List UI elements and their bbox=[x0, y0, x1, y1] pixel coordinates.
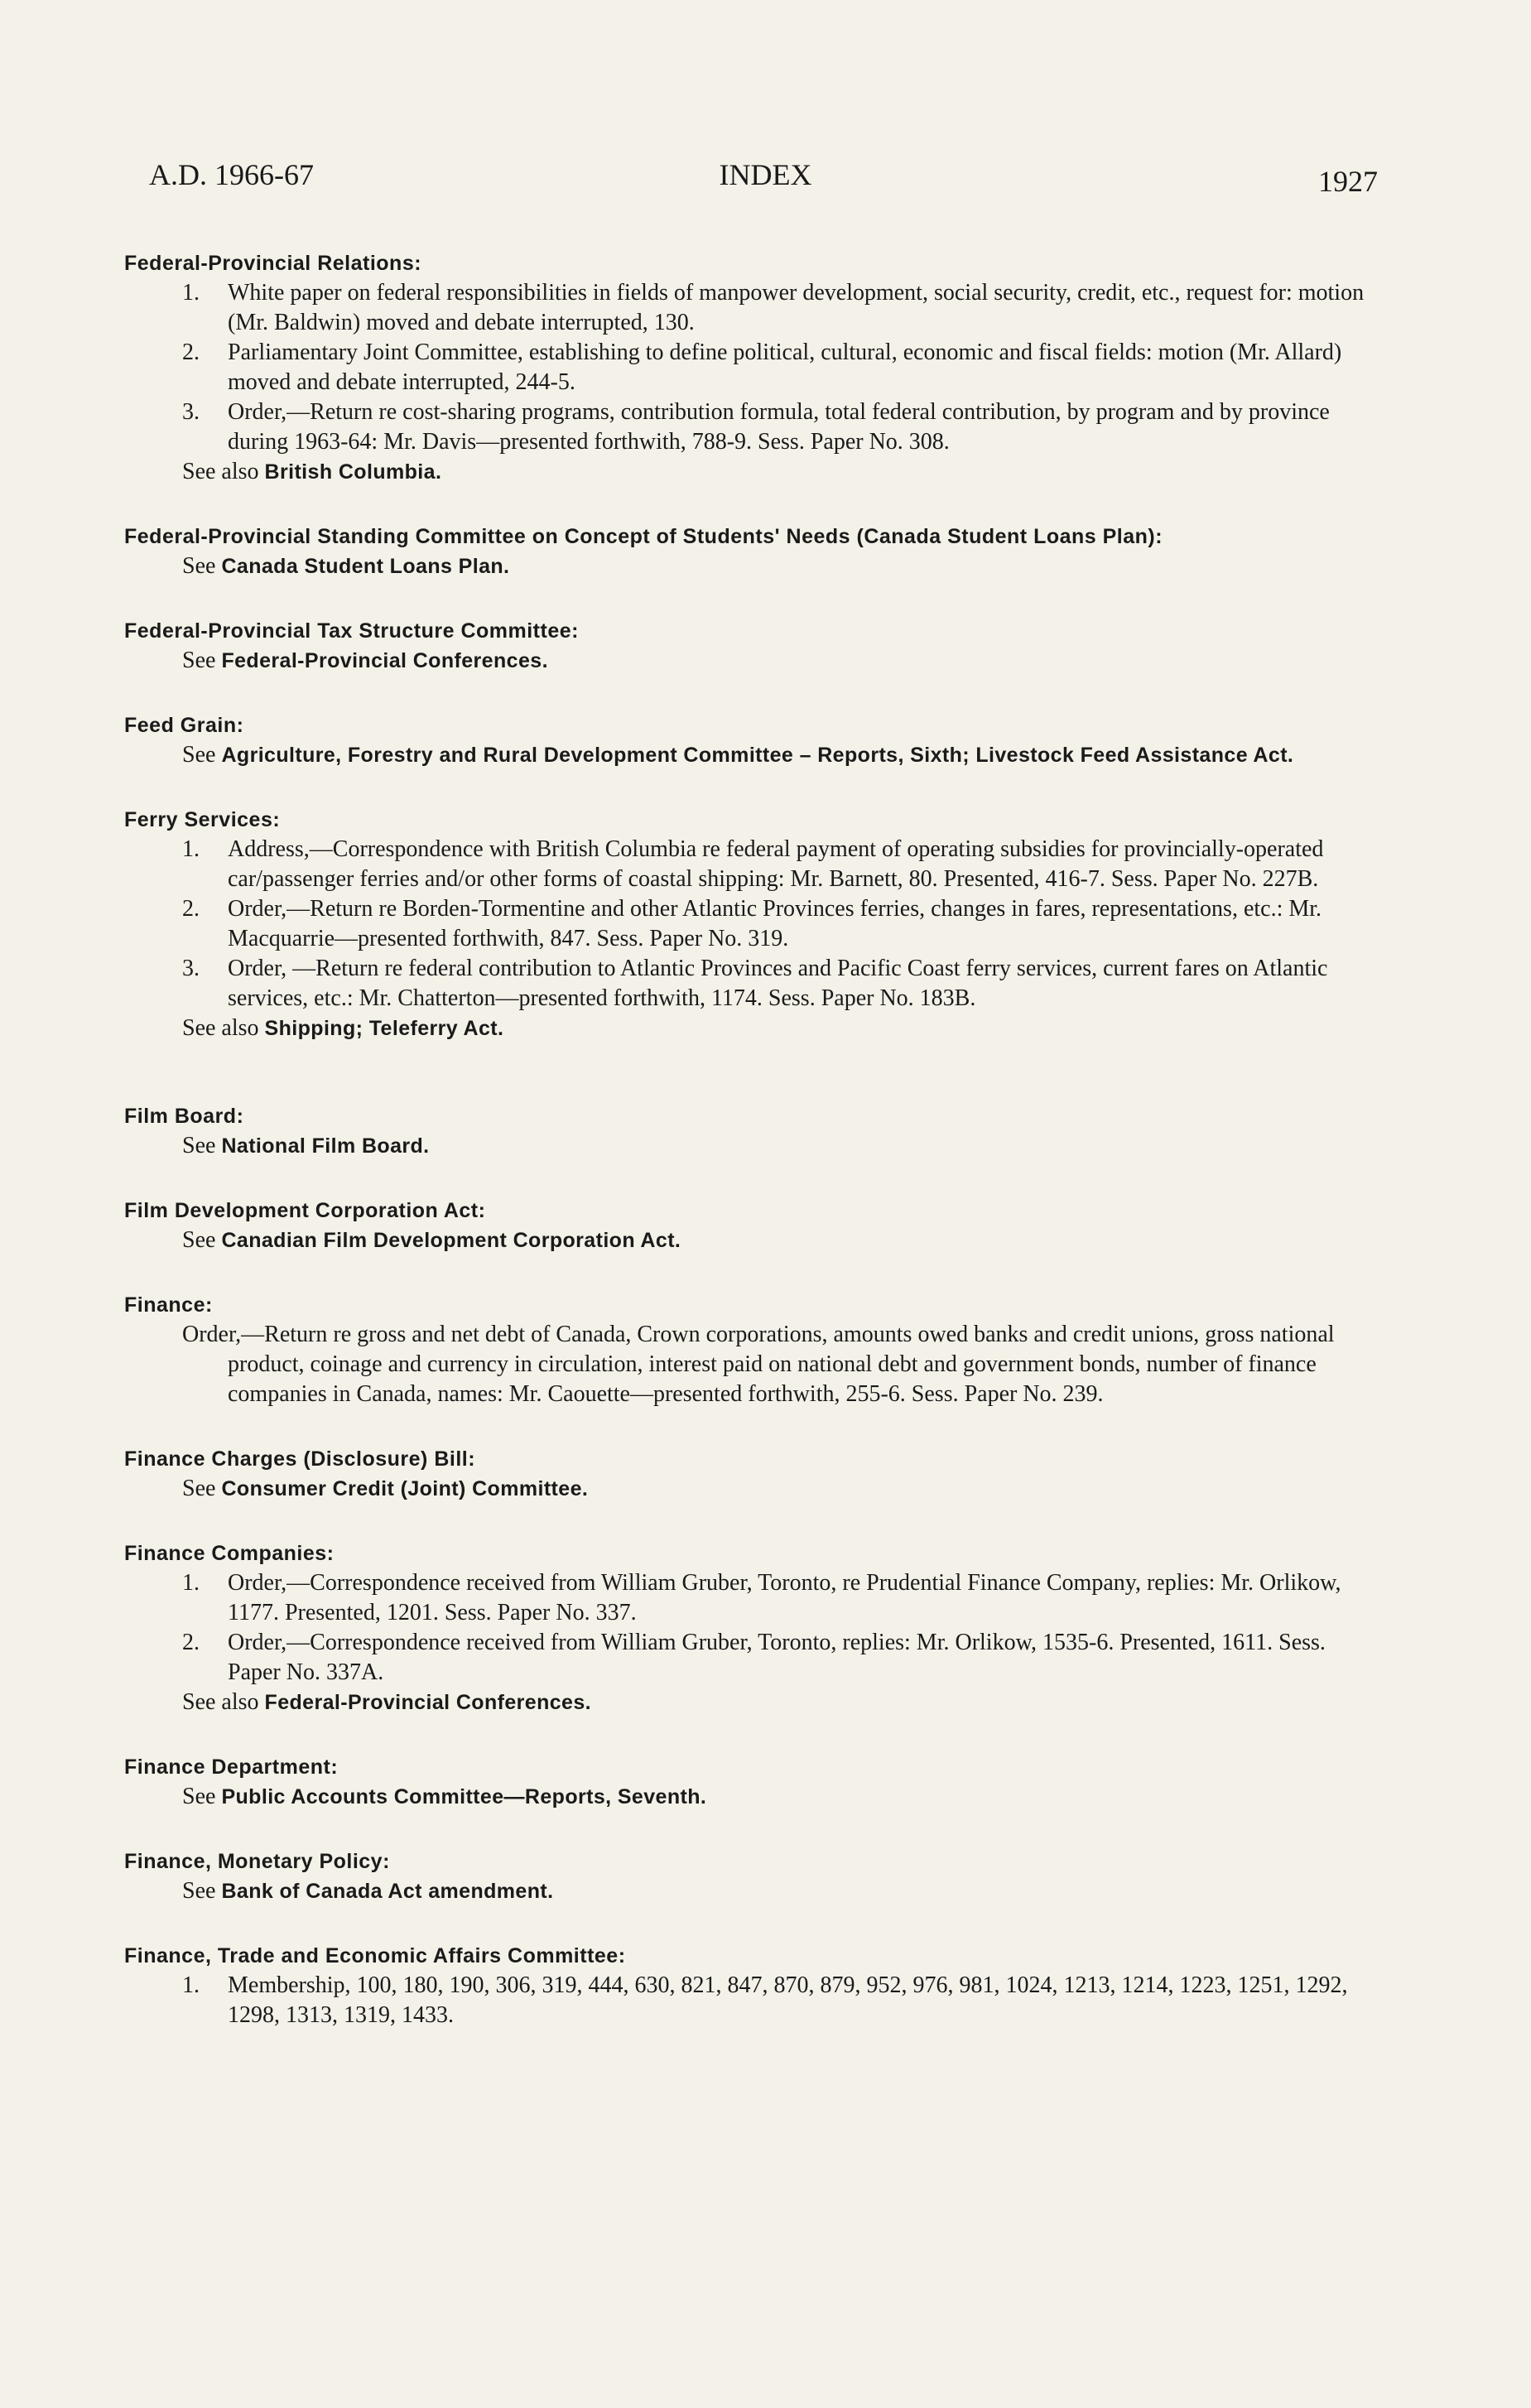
see-keyword: See bbox=[182, 1227, 216, 1253]
cross-reference bbox=[124, 1688, 1366, 1717]
entry-paragraph: Order,—Return re gross and net debt of Canada, Crown corporations, amounts owed banks and credit unions, gross national product, coinage and currency in circulation, interest paid on national debt and government bonds, number of finance companies in Canada, names: Mr. Caouette—presented forthwith, 255-6. Sess. Paper No. 239. bbox=[182, 1322, 1335, 1407]
item-text: Order, —Return re federal contribution to Atlantic Provinces and Pacific Coast ferry services, current fares on Atlantic services, etc.: Mr. Chatterton—presented forthwith, 1174. Sess. Paper No. 183B. bbox=[228, 956, 1328, 1011]
entry-heading: Federal-Provincial Tax Structure Committee: bbox=[124, 619, 579, 643]
cross-reference bbox=[124, 1782, 1366, 1812]
item-number: 3. bbox=[182, 956, 200, 981]
see-reference: Canadian Film Development Corporation Act. bbox=[221, 1229, 681, 1252]
cross-reference bbox=[124, 740, 1366, 770]
entry-heading: Finance, Trade and Economic Affairs Committee: bbox=[124, 1944, 626, 1967]
item-number: 1. bbox=[182, 1570, 200, 1596]
index-entry bbox=[124, 522, 1366, 581]
index-entry bbox=[124, 1196, 1366, 1255]
index-entry bbox=[124, 1101, 1366, 1161]
item-number: 2. bbox=[182, 896, 200, 922]
entry-item bbox=[124, 397, 1366, 457]
page-number: 1927 bbox=[1318, 165, 1378, 198]
item-text: Order,—Correspondence received from William Gruber, Toronto, re Prudential Finance Company, replies: Mr. Orlikow, 1177. Presented, 1201. Sess. Paper No. 337. bbox=[228, 1570, 1341, 1625]
cross-reference bbox=[124, 1226, 1366, 1255]
item-text: Parliamentary Joint Committee, establishing to define political, cultural, economic and fiscal fields: motion (Mr. Allard) moved and debate interrupted, 244-5. bbox=[228, 340, 1342, 395]
index-entry bbox=[124, 1847, 1366, 1906]
cross-reference bbox=[124, 1014, 1366, 1043]
entry-heading: Ferry Services: bbox=[124, 808, 281, 831]
entry-item bbox=[124, 835, 1366, 894]
entry-heading: Finance, Monetary Policy: bbox=[124, 1850, 390, 1873]
see-reference: Public Accounts Committee—Reports, Seventh. bbox=[221, 1785, 707, 1808]
cross-reference bbox=[124, 457, 1366, 487]
item-number: 2. bbox=[182, 1630, 200, 1655]
cross-reference bbox=[124, 646, 1366, 676]
see-keyword: See bbox=[182, 1133, 216, 1158]
cross-reference bbox=[124, 1474, 1366, 1504]
entry-heading: Federal-Provincial Standing Committee on Concept of Students' Needs (Canada Student Loans Plan): bbox=[124, 525, 1163, 548]
entry-item bbox=[124, 954, 1366, 1014]
index-entry bbox=[124, 1444, 1366, 1504]
entry-heading: Film Board: bbox=[124, 1105, 244, 1128]
see-reference: Federal-Provincial Conferences. bbox=[221, 649, 548, 672]
item-number: 1. bbox=[182, 836, 200, 862]
index-entry bbox=[124, 1290, 1366, 1409]
entry-item bbox=[124, 1568, 1366, 1628]
header-title: INDEX bbox=[719, 158, 812, 191]
entry-item bbox=[124, 338, 1366, 397]
item-text: Membership, 100, 180, 190, 306, 319, 444, 630, 821, 847, 870, 879, 952, 976, 981, 1024, 1213, 1214, 1223, 1251, 1292, 1298, 1313, 1319, 1433. bbox=[228, 1972, 1348, 2028]
item-text: Order,—Correspondence received from William Gruber, Toronto, replies: Mr. Orlikow, 1535-6. Presented, 1611. Sess. Paper No. 337A. bbox=[228, 1630, 1326, 1685]
index-entry bbox=[124, 1752, 1366, 1812]
item-text: White paper on federal responsibilities in fields of manpower development, social security, credit, etc., request for: motion (Mr. Baldwin) moved and debate interrupted, 130. bbox=[228, 280, 1365, 335]
entry-heading: Federal-Provincial Relations: bbox=[124, 252, 422, 275]
see-reference: Shipping; Teleferry Act. bbox=[264, 1017, 504, 1040]
entry-heading: Finance Department: bbox=[124, 1755, 339, 1779]
item-number: 3. bbox=[182, 399, 200, 425]
page-header bbox=[0, 157, 1531, 199]
see-keyword: See bbox=[182, 1878, 216, 1904]
entry-item bbox=[124, 894, 1366, 954]
item-number: 1. bbox=[182, 1972, 200, 1998]
see-keyword: See bbox=[182, 742, 216, 768]
index-entry bbox=[124, 616, 1366, 676]
entry-heading: Feed Grain: bbox=[124, 714, 244, 737]
entry-heading: Finance: bbox=[124, 1293, 213, 1317]
see-keyword: See also bbox=[182, 1015, 259, 1041]
index-entry bbox=[124, 710, 1366, 770]
index-entry bbox=[124, 248, 1366, 487]
cross-reference bbox=[124, 1131, 1366, 1161]
see-keyword: See also bbox=[182, 1689, 259, 1715]
see-reference: Consumer Credit (Joint) Committee. bbox=[221, 1477, 589, 1500]
see-keyword: See bbox=[182, 648, 216, 673]
cross-reference bbox=[124, 1876, 1366, 1906]
index-entry bbox=[124, 1539, 1366, 1717]
item-number: 2. bbox=[182, 340, 200, 365]
item-text: Order,—Return re Borden-Tormentine and other Atlantic Provinces ferries, changes in fares, representations, etc.: Mr. Macquarrie—presented forthwith, 847. Sess. Paper No. 319. bbox=[228, 896, 1322, 951]
index-content bbox=[124, 248, 1366, 2065]
see-reference: Federal-Provincial Conferences. bbox=[264, 1691, 592, 1714]
entry-item bbox=[124, 1628, 1366, 1688]
see-keyword: See bbox=[182, 553, 216, 579]
item-number: 1. bbox=[182, 280, 200, 306]
see-reference: British Columbia. bbox=[264, 460, 442, 484]
index-entry bbox=[124, 805, 1366, 1043]
see-keyword: See also bbox=[182, 459, 259, 484]
see-reference: Agriculture, Forestry and Rural Development Committee – Reports, Sixth; Livestock Feed Assistance Act. bbox=[221, 744, 1294, 767]
item-text: Address,—Correspondence with British Columbia re federal payment of operating subsidies for provincially-operated car/passenger ferries and/or other forms of coastal shipping: Mr. Barnett, 80. Presented, 416-7. Sess. Paper No. 227B. bbox=[228, 836, 1324, 892]
entry-item bbox=[124, 278, 1366, 338]
see-reference: National Film Board. bbox=[221, 1134, 430, 1158]
entry-heading: Finance Charges (Disclosure) Bill: bbox=[124, 1447, 476, 1471]
entry-heading: Finance Companies: bbox=[124, 1542, 335, 1565]
see-keyword: See bbox=[182, 1784, 216, 1809]
header-year: A.D. 1966-67 bbox=[149, 158, 314, 191]
see-reference: Canada Student Loans Plan. bbox=[221, 555, 510, 578]
entry-item bbox=[124, 1971, 1366, 2030]
see-reference: Bank of Canada Act amendment. bbox=[221, 1880, 554, 1903]
see-keyword: See bbox=[182, 1476, 216, 1501]
item-text: Order,—Return re cost-sharing programs, contribution formula, total federal contribution, by program and by province during 1963-64: Mr. Davis—presented forthwith, 788-9. Sess. Paper No. 308. bbox=[228, 399, 1330, 455]
cross-reference bbox=[124, 551, 1366, 581]
entry-heading: Film Development Corporation Act: bbox=[124, 1199, 486, 1222]
index-entry bbox=[124, 1941, 1366, 2030]
